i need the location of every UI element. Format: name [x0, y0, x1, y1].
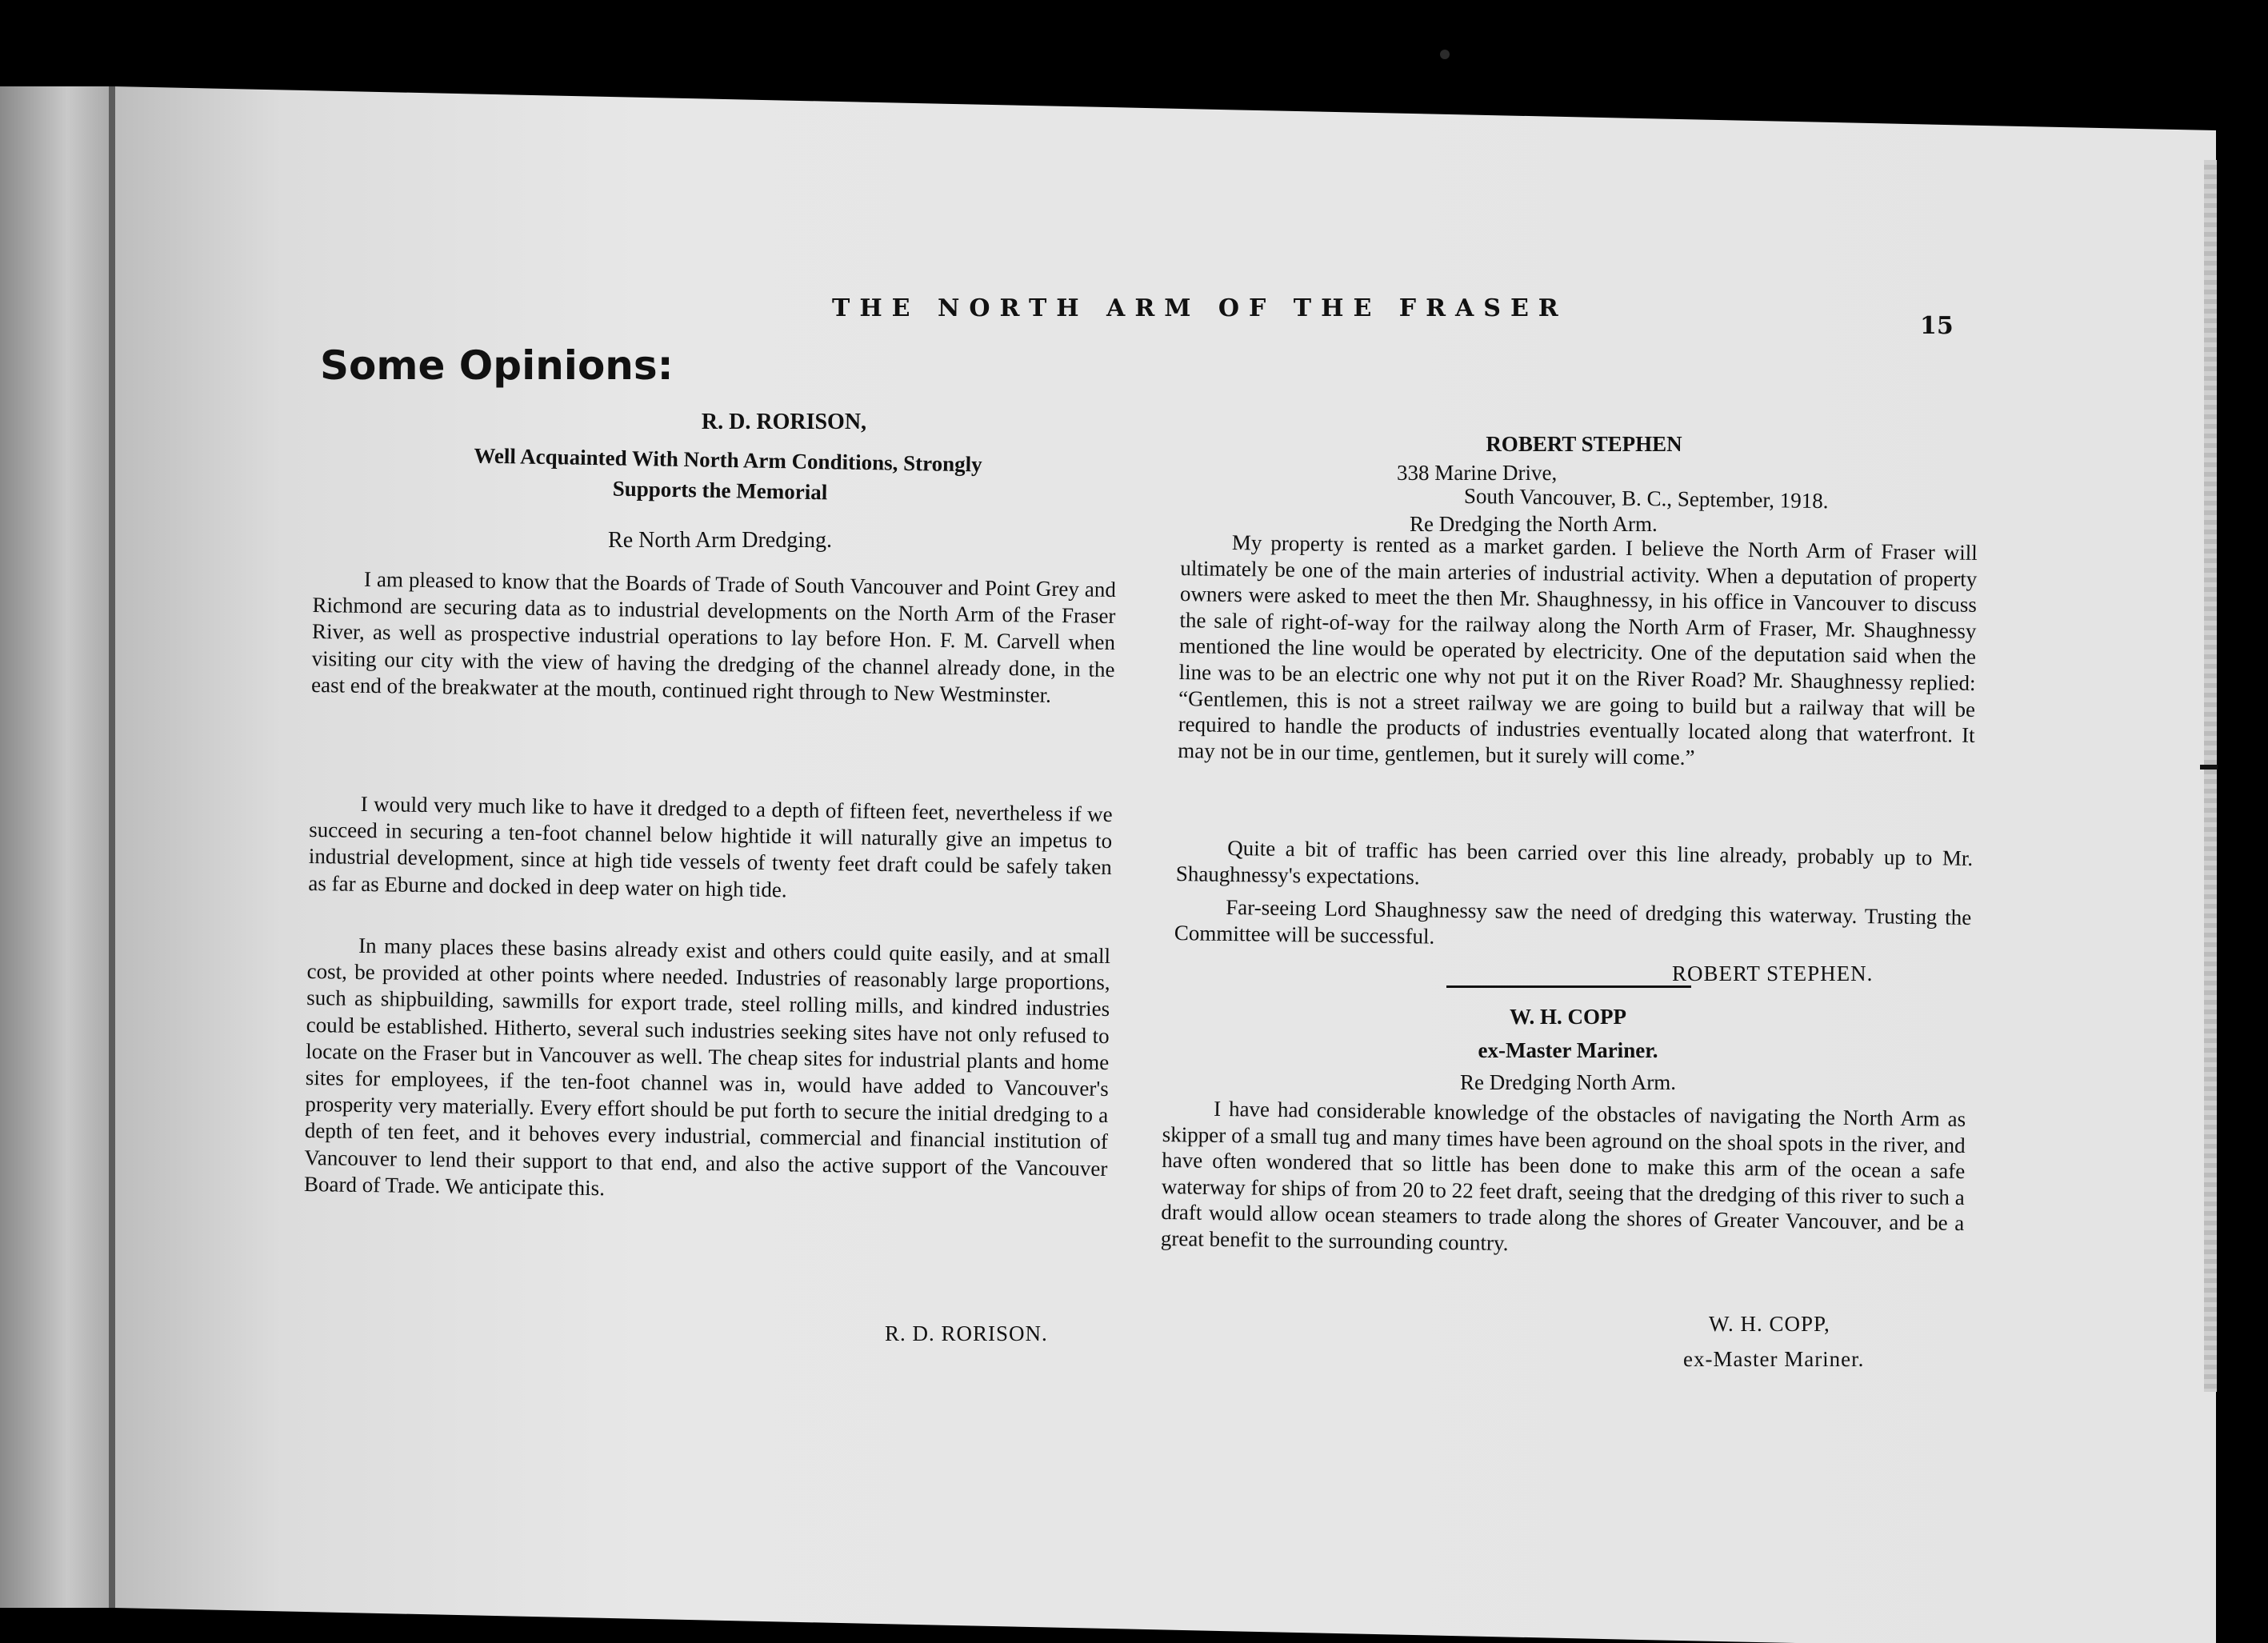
rorison-subtitle-line1: Well Acquainted With North Arm Conditions, Strongly	[474, 443, 982, 477]
running-header: THE NORTH ARM OF THE FRASER	[832, 294, 1568, 322]
page-number: 15	[1920, 312, 1954, 340]
page-fold	[109, 86, 115, 1608]
stephen-paragraph-2: Quite a bit of traffic has been carried over this line already, probably up to Mr. Shaughnessy's expectations.	[1175, 835, 1974, 889]
stephen-address-line1: 338 Marine Drive,	[1397, 461, 1558, 485]
copp-title: ex-Master Mariner.	[1478, 1038, 1658, 1062]
stephen-name: ROBERT STEPHEN	[1486, 432, 1682, 456]
rorison-signature: R. D. RORISON.	[885, 1321, 1048, 1345]
left-page-edge	[0, 86, 112, 1608]
scan-speck	[1440, 50, 1450, 59]
copp-name: W. H. COPP	[1509, 1005, 1626, 1029]
stephen-signature: ROBERT STEPHEN.	[1672, 961, 1874, 985]
page-heading: Some Opinions:	[320, 342, 674, 389]
stephen-re-line: Re Dredging the North Arm.	[1410, 512, 1658, 536]
stephen-paragraph-3: Far-seeing Lord Shaughnessy saw the need of dredging this waterway. Trusting the Committee will be successful.	[1174, 894, 1972, 949]
stephen-paragraph-1: My property is rented as a market garden. I believe the North Arm of Fraser will ultimately be one of the main arteries of industrial activity. When a deputation of property owners were asked to meet the then Mr. Shaughnessy, in his office in Vancouver to discuss the sale of right-of-way for the railway along the North Arm of Fraser, Mr. Shaughnessy mentioned the line would be operated by electricity. One of the deputation said when the line was to be an electric one why not put it on the River Road? Mr. Shaughnessy replied: “Gentlemen, this is not a street railway we are going to build but a railway that will be required to handle the products of industries eventually located along that waterfront. It may not be in our time, gentlemen, but it surely will come.”	[1178, 530, 1978, 770]
section-divider	[1446, 985, 1691, 988]
rorison-name: R. D. RORISON,	[701, 410, 867, 434]
scan-speck	[2200, 765, 2218, 770]
copp-paragraph-1: I have had considerable knowledge of the obstacles of navigating the North Arm as skipper of a small tug and many times have been aground on the shoal spots in the river, and have often wondered that so little has been done to make this arm of the ocean a safe waterway for ships of from 20 to 22 feet draft, seeing that the dredging of this river to such a draft would allow ocean steamers to trade along the shores of Greater Vancouver, and be a great benefit to the surrounding country.	[1160, 1096, 1966, 1256]
rorison-paragraph-1: I am pleased to know that the Boards of Trade of South Vancouver and Point Grey and Richmond are securing data as to industrial developments on the North Arm of the Fraser River, as well as prospective industrial operations to lay before Hon. F. M. Carvell when visiting our city with the view of having the dredging of the channel already done, in the east end of the breakwater at the mouth, continued right through to New Westminster.	[310, 566, 1117, 707]
stephen-address-line2: South Vancouver, B. C., September, 1918.	[1463, 483, 1829, 514]
copp-signature-name: W. H. COPP,	[1709, 1312, 1830, 1336]
copp-signature-title: ex-Master Mariner.	[1683, 1347, 1865, 1371]
copp-re-line: Re Dredging North Arm.	[1460, 1070, 1676, 1094]
right-page-edge	[2204, 160, 2217, 1392]
rorison-paragraph-2: I would very much like to have it dredged to a depth of fifteen feet, nevertheless if we succeed in securing a ten-foot channel below hightide it will naturally give an impetus to industrial development, since at high tide vessels of twenty feet draft could be safely taken as far as Eburne and docked in deep water on high tide.	[308, 791, 1113, 901]
rorison-paragraph-3: In many places these basins already exist and others could quite easily, and at small cost, be provided at other points where needed. Industries of reasonably large proportions, such as shipbuilding, sawmills for export trade, steel rolling mills, and kindred industries could be established. Hitherto, several such industries seeking sites have not only refused to locate on the Fraser but in Vancouver as well. The cheap sites for industrial plants and home sites for employees, if the ten-foot channel was in, would have added to Vancouver's prosperity very materially. Every effort should be put forth to secure the initial dredging to a depth of ten feet, and it behoves every industrial, commercial and financial institution of Vancouver to lend their support to that end, and also the active support of the Vancouver Board of Trade. We anticipate this.	[303, 933, 1111, 1201]
rorison-subtitle-line2: Supports the Memorial	[612, 476, 828, 505]
rorison-re-line: Re North Arm Dredging.	[608, 528, 832, 553]
